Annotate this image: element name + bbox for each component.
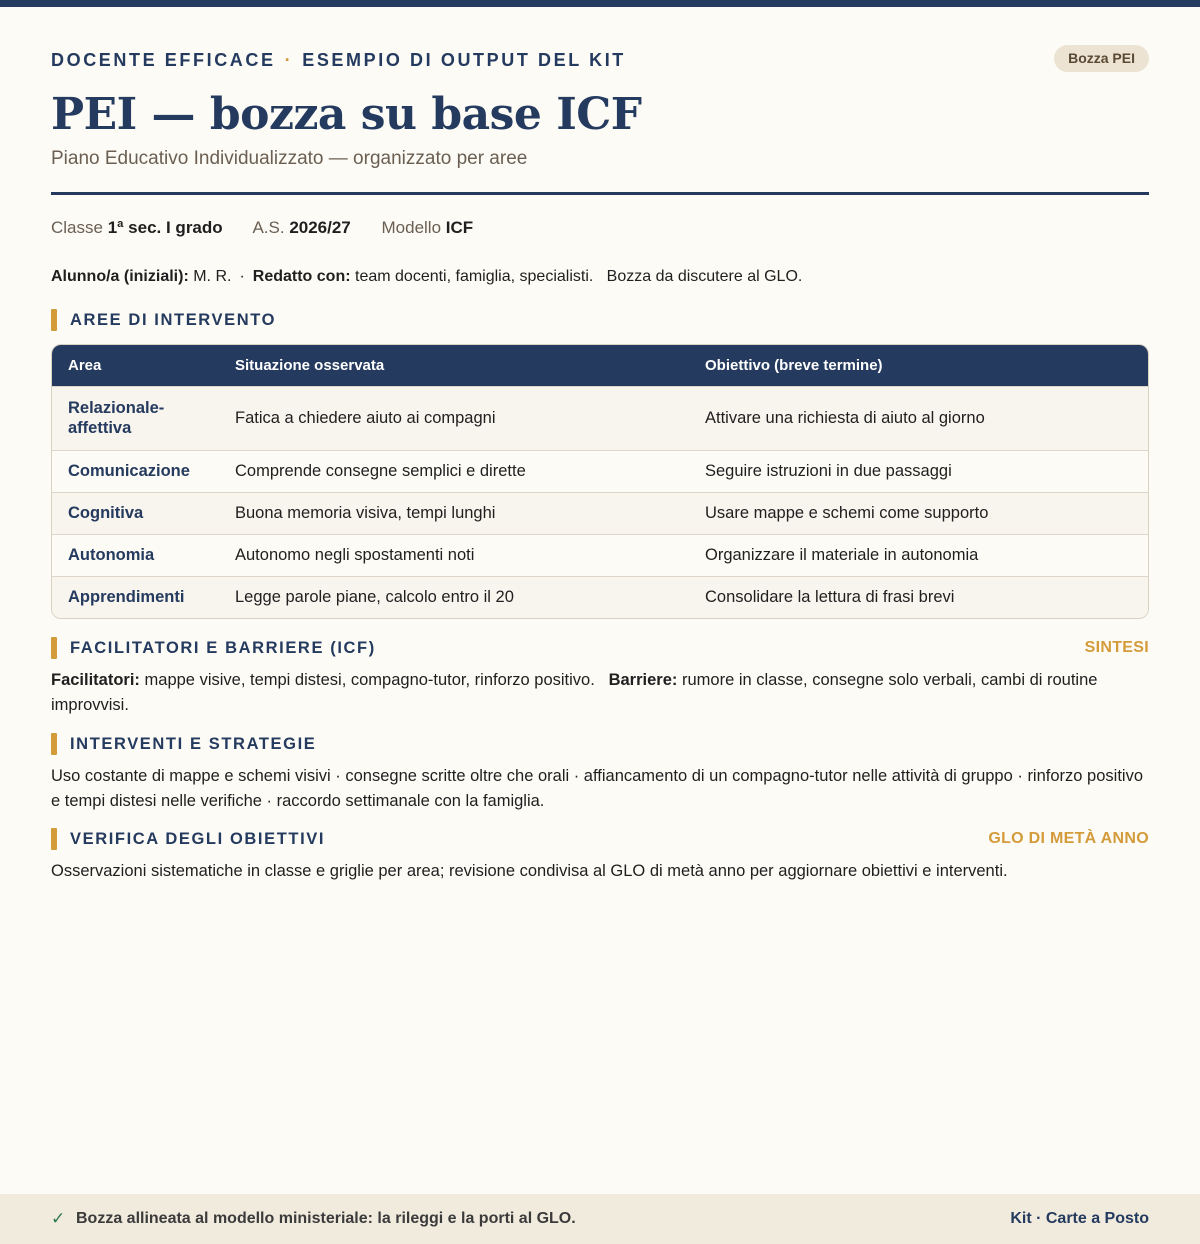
- cell-area: Cognitiva: [68, 504, 144, 522]
- cell-observed: Autonomo negli spostamenti noti: [235, 545, 475, 564]
- cell-goal: Organizzare il materiale in autonomia: [705, 545, 979, 564]
- meta-year-value: 2026/27: [289, 218, 351, 237]
- meta-class: [51, 218, 223, 237]
- section-areas-heading: [51, 309, 1149, 331]
- cell-goal: Seguire istruzioni in due passaggi: [705, 461, 952, 480]
- page-subtitle: Piano Educativo Individualizzato — organizzato per aree: [51, 148, 528, 169]
- facilitators-paragraph: [51, 668, 1149, 718]
- kicker: [51, 50, 626, 71]
- cell-area: [52, 386, 219, 450]
- areas-table: [51, 344, 1149, 619]
- column-header-observed: Situazione osservata: [235, 356, 385, 374]
- cell-observed: Buona memoria visiva, tempi lunghi: [235, 503, 496, 522]
- header-divider: [51, 192, 1149, 195]
- table-row: [52, 576, 1148, 618]
- meta-model-label: Modello: [381, 218, 442, 237]
- section-facilitators-heading: [51, 637, 1149, 659]
- footer-bar: [0, 1194, 1200, 1244]
- section-title: INTERVENTI E STRATEGIE: [70, 735, 317, 753]
- student-value: M. R.: [193, 268, 232, 285]
- table-row: [52, 492, 1148, 534]
- page-title: PEI — bozza su base ICF: [51, 89, 642, 140]
- meta-year-label: A.S.: [252, 218, 285, 237]
- section-title: VERIFICA DEGLI OBIETTIVI: [70, 830, 326, 848]
- cell-observed: Comprende consegne semplici e dirette: [235, 461, 526, 480]
- section-marker: [51, 637, 57, 659]
- meta-model-value: ICF: [445, 218, 474, 237]
- facilitators-text: mappe visive, tempi distesi, compagno-tutor, rinforzo positivo.: [144, 671, 595, 689]
- column-header-goal: Obiettivo (breve termine): [705, 356, 883, 374]
- cell-area: Autonomia: [68, 546, 155, 564]
- cell-area: Comunicazione: [68, 462, 190, 480]
- meta-class-value: 1ª sec. I grado: [107, 218, 223, 237]
- section-interventions-heading: [51, 733, 1149, 755]
- table-row: [52, 450, 1148, 492]
- barriers-label: Barriere:: [608, 671, 678, 689]
- cell-goal: Attivare una richiesta di aiuto al giorno: [705, 408, 985, 427]
- cell-goal: Consolidare la lettura di frasi brevi: [705, 587, 955, 606]
- draft-note: Bozza da discutere al GLO.: [606, 268, 803, 285]
- table-row: [52, 386, 1148, 450]
- section-tag: GLO DI METÀ ANNO: [988, 830, 1149, 847]
- footer-note: Bozza allineata al modello ministeriale: la rileggi e la porti al GLO.: [76, 1210, 576, 1227]
- student-info: [51, 268, 802, 286]
- cell-area-text: Relazionale-affettiva: [68, 399, 165, 437]
- section-title: FACILITATORI E BARRIERE (ICF): [70, 639, 376, 657]
- table-row: [52, 534, 1148, 576]
- top-accent-bar: [0, 0, 1200, 7]
- section-marker: [51, 309, 57, 331]
- section-title: AREE DI INTERVENTO: [70, 311, 277, 329]
- barriers-text: rumore in classe, consegne solo verbali, cambi di routine improvvisi.: [51, 671, 1098, 714]
- column-header-area: Area: [68, 356, 102, 374]
- section-verification-heading: [51, 828, 1149, 850]
- verification-paragraph: Osservazioni sistematiche in classe e griglie per area; revisione condivisa al GLO di metà anno per aggiornare obiettivi e interventi.: [51, 862, 1008, 880]
- cell-observed: Fatica a chiedere aiuto ai compagni: [235, 408, 496, 427]
- check-icon: ✓: [51, 1209, 66, 1228]
- header-kicker-row: [51, 45, 1149, 75]
- section-tag: SINTESI: [1084, 639, 1149, 656]
- meta-model: [382, 218, 474, 237]
- kicker-separator: ·: [284, 50, 294, 70]
- section-marker: [51, 828, 57, 850]
- section-marker: [51, 733, 57, 755]
- drafted-label: Redatto con:: [252, 268, 351, 285]
- kicker-brand: DOCENTE EFFICACE: [51, 50, 276, 70]
- interventions-paragraph: Uso costante di mappe e schemi visivi · consegne scritte oltre che orali · affiancamento di un compagno-tutor nelle attività di gruppo · rinforzo positivo e tempi distesi nelle verifiche · raccordo settimanale con la famiglia.: [51, 767, 1143, 810]
- kicker-subtitle: ESEMPIO DI OUTPUT DEL KIT: [302, 50, 626, 70]
- meta-year: [252, 218, 350, 237]
- cell-observed: Legge parole piane, calcolo entro il 20: [235, 587, 514, 606]
- cell-area: Apprendimenti: [68, 588, 185, 607]
- meta-class-label: Classe: [51, 218, 103, 237]
- meta-row: [51, 218, 499, 238]
- info-separator: ·: [239, 268, 245, 285]
- footer-brand: Kit · Carte a Posto: [1010, 1210, 1149, 1227]
- cell-goal: Usare mappe e schemi come supporto: [705, 503, 989, 522]
- table-header-row: [52, 345, 1148, 386]
- drafted-value: team docenti, famiglia, specialisti.: [355, 268, 594, 285]
- student-label: Alunno/a (iniziali):: [51, 268, 189, 285]
- facilitators-label: Facilitatori:: [51, 671, 140, 689]
- status-badge: Bozza PEI: [1054, 45, 1149, 72]
